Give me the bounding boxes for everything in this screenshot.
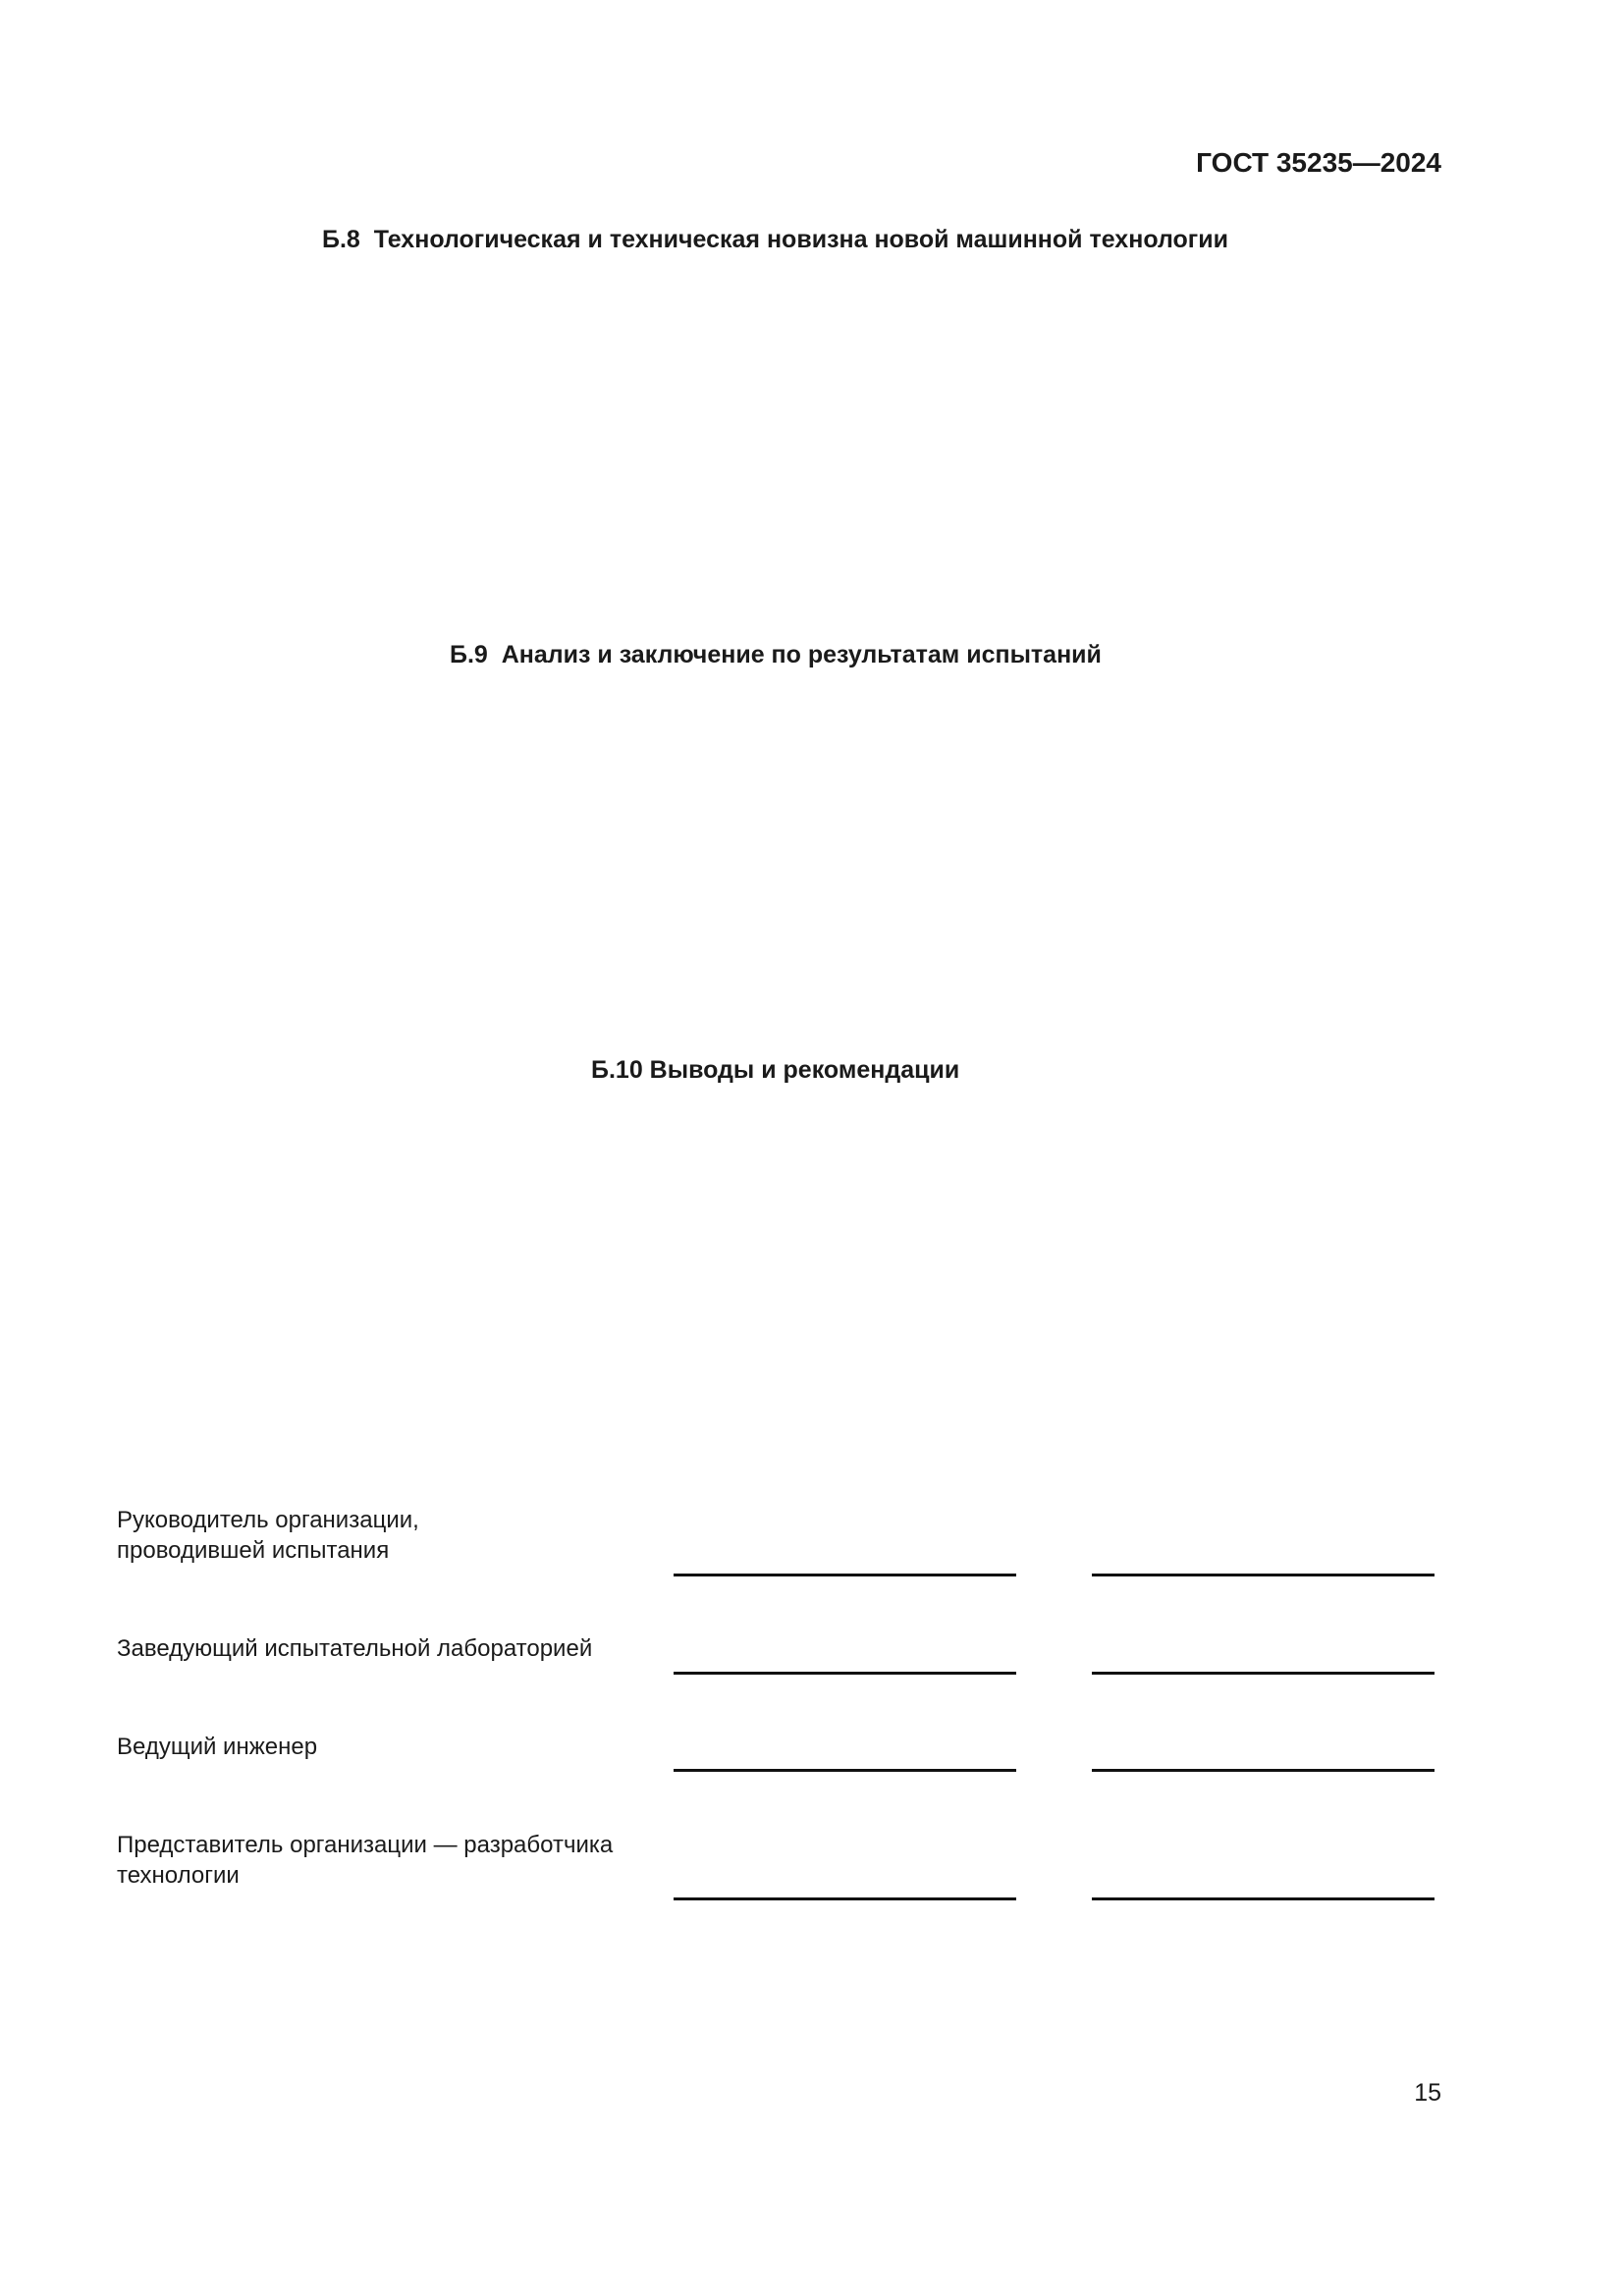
signature-line	[674, 1897, 1016, 1900]
name-line	[1092, 1574, 1435, 1576]
name-line	[1092, 1897, 1435, 1900]
signature-line	[674, 1769, 1016, 1772]
signature-line	[674, 1672, 1016, 1675]
name-line	[1092, 1769, 1435, 1772]
section-heading-b8: Б.8 Технологическая и техническая новизна новой машинной технологии	[322, 226, 1228, 253]
signature-line	[674, 1574, 1016, 1576]
label-line: Ведущий инженер	[117, 1734, 318, 1760]
section-heading-b10: Б.10 Выводы и рекомендации	[591, 1056, 960, 1084]
page-number: 15	[1414, 2079, 1441, 2107]
signature-label-lead-engineer	[117, 1732, 317, 1762]
signature-label-developer-representative	[117, 1830, 613, 1891]
label-line: Представитель организации — разработчика	[117, 1832, 614, 1858]
signature-label-lab-head	[117, 1633, 592, 1664]
section-heading-b9: Б.9 Анализ и заключение по результатам испытаний	[450, 641, 1102, 668]
label-line: Заведующий испытательной лабораторией	[117, 1635, 593, 1662]
label-line: проводившей испытания	[117, 1537, 390, 1564]
signature-label-head-of-organization	[117, 1505, 419, 1566]
label-line: технологии	[117, 1862, 240, 1889]
name-line	[1092, 1672, 1435, 1675]
label-line: Руководитель организации,	[117, 1507, 419, 1533]
standard-code: ГОСТ 35235—2024	[1196, 147, 1441, 178]
